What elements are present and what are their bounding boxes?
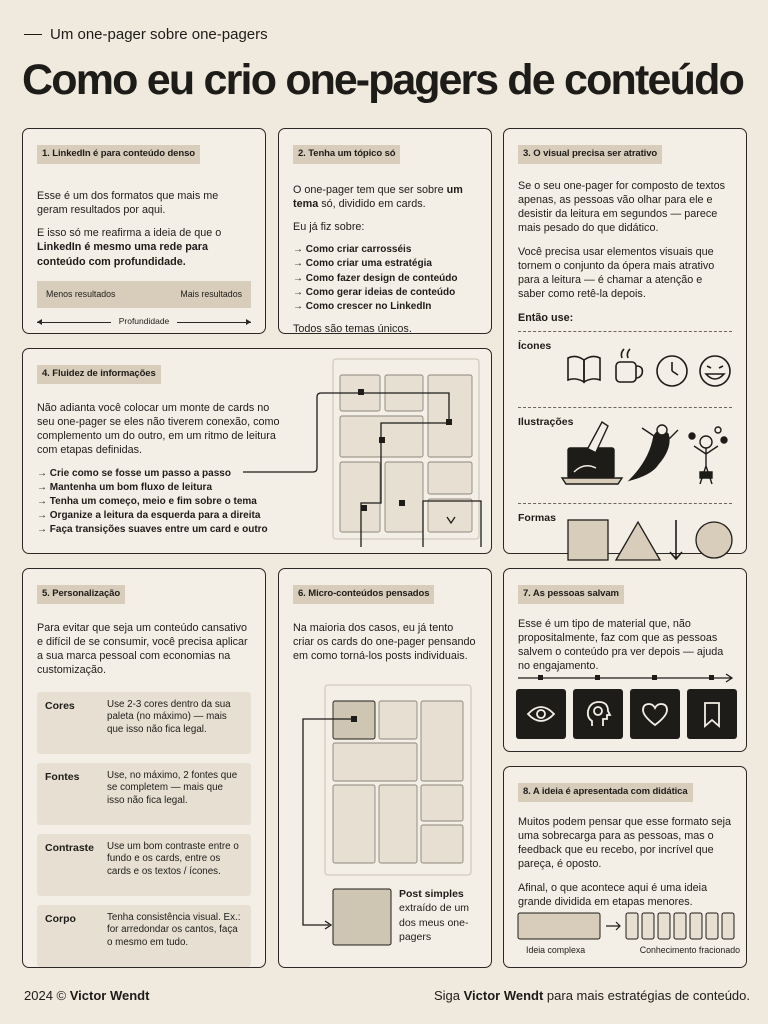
laptop-rocket-illustration <box>562 422 622 484</box>
row-formas <box>518 503 732 567</box>
footer-copyright <box>24 988 149 1003</box>
kicker-dash <box>24 34 42 36</box>
card-paragraph: Para evitar que seja um conteúdo cansativo e difícil de se consumir, você precisa aplicar a sua marca pessoal com economias na customização. <box>37 621 248 677</box>
coffee-cup-icon <box>616 349 642 382</box>
heart-icon <box>630 689 680 739</box>
card-tag: 7. As pessoas salvam <box>518 585 624 604</box>
card-tag: 4. Fluidez de informações <box>37 365 161 384</box>
item-value: Use, no máximo, 2 fontes que se completem — mais que isso não fica legal. <box>107 769 238 807</box>
footer-author: Victor Wendt <box>69 988 150 1003</box>
card-paragraph: Afinal, o que acontece aqui é uma ideia grande dividida em etapas menores. <box>518 881 708 908</box>
title-pre: Como eu crio <box>22 56 286 104</box>
axis-arrow-right <box>177 322 251 323</box>
caption-bold: Post simples <box>399 888 464 900</box>
item-value: Use um bom contraste entre o fundo e os cards, entre os cards e os textos / ícones. <box>107 840 239 878</box>
card-tag: 2. Tenha um tópico só <box>293 145 400 164</box>
card-paragraph: Na maioria dos casos, eu já tento criar os cards do one-pager pensando em como torná-los posts individuais. <box>293 621 476 663</box>
icons-row-illustration <box>518 338 734 398</box>
kicker <box>24 26 268 43</box>
arrow-down-icon <box>670 520 682 559</box>
text: só, dividido em cards. <box>318 197 426 210</box>
list-item: → Como fazer design de conteúdo <box>293 272 458 284</box>
card-paragraph: Muitos podem pensar que esse formato seja uma sobrecarga para as pessoas, mas o feedback que eu recebo, por incrível que pareça, é oposto. <box>518 815 732 871</box>
row-icones <box>518 331 732 401</box>
axis-arrow-left <box>37 322 111 323</box>
card-paragraph: Não adianta você colocar um monte de cards no seu one-pager se eles não tiverem conexão, como complemento um do outro, em um ritmo de leitura com etapas definidas. <box>37 401 280 457</box>
icons-row <box>516 689 737 739</box>
timeline-arrow <box>516 671 736 685</box>
item-key: Corpo <box>45 912 76 925</box>
card-personalizacao <box>22 568 266 968</box>
item-key: Cores <box>45 699 75 712</box>
card-tag: 1. LinkedIn é para conteúdo denso <box>37 145 200 164</box>
list-item: → Tenha um começo, meio e fim sobre o tema <box>37 495 257 507</box>
custom-item-contraste <box>37 834 251 896</box>
footer-text: 2024 © <box>24 988 70 1003</box>
axis-label: Profundidade <box>118 316 170 327</box>
list-item: → Faça transições suaves entre um card e outro <box>37 524 268 536</box>
split-labels <box>518 945 740 957</box>
text-bold: um tema <box>293 183 463 210</box>
row-label: Ilustrações <box>518 415 574 428</box>
juggler-illustration <box>689 427 727 484</box>
card-paragraph: Se o seu one-pager for composto de textos apenas, as pessoas vão olhar para ele e desistir da leitura em segundos — parece mais pesado do que didático. <box>518 179 726 235</box>
bookmark-icon <box>687 689 737 739</box>
footer-follow <box>434 988 750 1003</box>
card-fluidez <box>22 348 492 554</box>
card-paragraph: Então use: <box>518 311 574 324</box>
page-title <box>22 56 743 105</box>
card-um-topico <box>278 128 492 334</box>
flow-diagram <box>233 357 483 547</box>
eye-icon <box>516 689 566 739</box>
row-ilustracoes <box>518 407 732 497</box>
item-key: Fontes <box>45 770 80 783</box>
card-visual-atrativo <box>503 128 747 554</box>
idea-split-diagram <box>516 911 736 941</box>
custom-item-fontes <box>37 763 251 825</box>
card-tag: 3. O visual precisa ser atrativo <box>518 145 662 164</box>
clock-icon <box>657 356 687 386</box>
brain-head-icon <box>573 689 623 739</box>
row-label: Ícones <box>518 339 552 352</box>
list-item: → Como crescer no LinkedIn <box>293 301 432 313</box>
custom-item-corpo <box>37 905 251 967</box>
depth-axis <box>37 316 251 327</box>
item-value: Tenha consistência visual. Ex.: for arredondar os cantos, faça o mesmo em tudo. <box>107 911 241 949</box>
person-flying-illustration <box>630 425 678 480</box>
square-shape <box>568 520 608 560</box>
book-icon <box>568 356 600 382</box>
list-item: → Como criar uma estratégia <box>293 258 432 270</box>
laughing-face-icon <box>700 356 730 386</box>
item-key: Contraste <box>45 841 95 854</box>
card-didatica <box>503 766 747 968</box>
text-bold: LinkedIn é mesmo uma rede para conteúdo com profundidade. <box>37 241 209 268</box>
kicker-text: Um one-pager sobre one-pagers <box>50 26 268 43</box>
list-item: → Crie como se fosse um passo a passo <box>37 467 231 479</box>
row-label: Formas <box>518 511 556 524</box>
triangle-shape <box>616 522 660 560</box>
card-pessoas-salvam <box>503 568 747 752</box>
list-item: → Mantenha um bom fluxo de leitura <box>37 481 213 493</box>
footer-author-link[interactable]: Victor Wendt <box>463 988 544 1003</box>
text: E isso só me reafirma a ideia de que o <box>37 227 222 240</box>
post-simples-caption <box>399 887 479 944</box>
topics-list <box>293 243 477 314</box>
card-paragraph: Todos são temas únicos. <box>293 323 412 336</box>
card-paragraph: Esse é um tipo de material que, não propositalmente, faz com que as pessoas salvem o conteúdo pra ver depois — ajuda no engajamento. <box>518 617 724 673</box>
circle-shape <box>696 522 732 558</box>
caption-text: extraído de um dos meus one-pagers <box>399 902 470 943</box>
card-paragraph: Você precisa usar elementos visuais que tornem o conjunto da ópera mais atrativo para a leitura — é chamar a atenção e saber como retê-la depois. <box>518 245 715 301</box>
bar-left-label: Menos resultados <box>46 288 116 299</box>
card-tag: 8. A ideia é apresentada com didática <box>518 783 693 802</box>
list-item: → Como gerar ideias de conteúdo <box>293 286 456 298</box>
card-paragraph: Esse é um dos formatos que mais me geram resultados por aqui. <box>37 189 219 216</box>
bar-right-label: Mais resultados <box>180 288 242 299</box>
list-item: → Organize a leitura da esquerda para a direita <box>37 510 261 522</box>
footer-text: para mais estratégias de conteúdo. <box>543 988 750 1003</box>
card-paragraph <box>37 226 251 269</box>
title-bold: one-pagers <box>285 56 498 104</box>
title-post: de conteúdo <box>497 56 744 104</box>
custom-item-cores <box>37 692 251 754</box>
card-tag: 6. Micro-conteúdos pensados <box>293 585 434 604</box>
illustrations-row <box>518 414 734 494</box>
text: O one-pager tem que ser sobre <box>293 183 447 196</box>
card-paragraph: Eu já fiz sobre: <box>293 221 365 234</box>
results-bar <box>37 281 251 309</box>
footer-text: Siga <box>433 988 464 1003</box>
shapes-row <box>518 510 734 566</box>
card-paragraph <box>293 183 477 212</box>
label-left: Ideia complexa <box>526 945 586 955</box>
item-value: Use 2-3 cores dentro da sua paleta (no máximo) — mais que isso não fica legal. <box>107 698 231 736</box>
card-linkedin-denso <box>22 128 266 334</box>
card-micro-conteudos <box>278 568 492 968</box>
list-item: → Como criar carrosséis <box>293 244 412 256</box>
label-right: Conhecimento fracionado <box>639 945 740 955</box>
card-tag: 5. Personalização <box>37 585 125 604</box>
